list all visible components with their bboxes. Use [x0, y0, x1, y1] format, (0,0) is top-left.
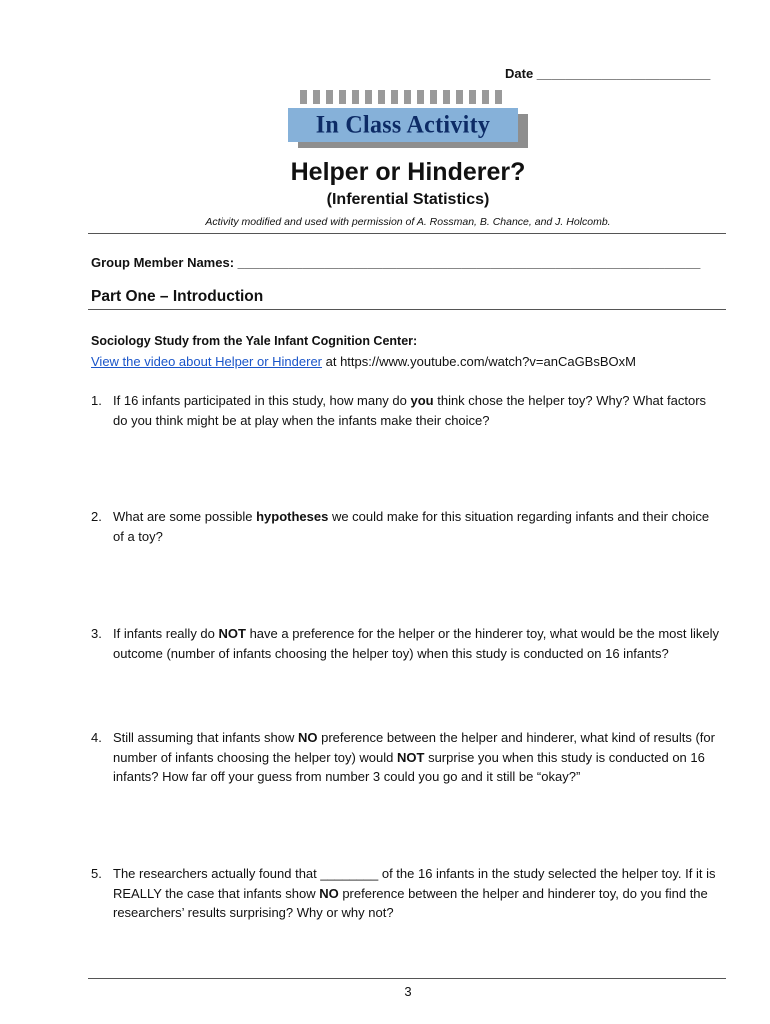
question-text	[113, 391, 721, 430]
text-run: The researchers actually found that ________ of the 16 infants in the study selected the helper toy. If it is REALLY the case that infants show	[113, 866, 716, 901]
banner-text: In Class Activity	[315, 110, 491, 139]
page-subtitle: (Inferential Statistics)	[326, 191, 490, 208]
question-text	[113, 624, 721, 663]
activity-banner	[288, 90, 528, 150]
question-number: 5.	[91, 866, 102, 881]
question-2	[91, 507, 721, 546]
question-3	[91, 624, 721, 663]
text-run: Still assuming that infants show	[113, 730, 298, 745]
video-line	[91, 354, 636, 369]
date-field: Date ________________________	[505, 66, 711, 81]
text-run: have a preference for the helper or the hinderer toy, what would be the most likely outcome (number of infants choosing the helper toy) when this study is conducted on 16 infants?	[113, 626, 720, 661]
question-1	[91, 391, 721, 430]
group-member-names: Group Member Names: ________________________________________________________________	[91, 255, 701, 270]
question-text	[113, 507, 721, 546]
text-run: we could make for this situation regarding infants and their choice of a toy?	[113, 509, 710, 544]
emphasis-text: NO	[297, 730, 318, 745]
question-number: 3.	[91, 626, 102, 641]
text-run: If 16 infants participated in this study, how many do	[113, 393, 411, 408]
divider-top	[88, 233, 726, 234]
question-text	[113, 864, 721, 923]
emphasis-text: NO	[319, 885, 339, 901]
question-number: 1.	[91, 393, 102, 408]
banner-box	[288, 108, 518, 142]
video-link[interactable]: View the video about Helper or Hinderer	[91, 354, 323, 369]
text-run: surprise you when this study is conducted on 16 infants? How far off your guess from number 3 could you go and it still be “okay?”	[113, 749, 705, 784]
video-url-text: at https://www.youtube.com/watch?v=anCaGBsBOxM	[322, 354, 636, 369]
text-run: preference between the helper and hinderer toy, do you find the researchers’ results surprising? Why or why not?	[113, 885, 708, 920]
emphasis-text: you	[410, 393, 434, 408]
divider-footer	[88, 978, 726, 979]
banner-tick-marks	[300, 90, 502, 104]
divider-part	[88, 309, 726, 310]
emphasis-text: hypotheses	[256, 509, 329, 524]
emphasis-text: NOT	[218, 626, 246, 641]
part-heading: Part One – Introduction	[91, 288, 264, 305]
question-text	[113, 728, 721, 787]
credit-line: Activity modified and used with permission of A. Rossman, B. Chance, and J. Holcomb.	[205, 216, 611, 228]
text-run: preference between the helper and hinderer, what kind of results (for number of infants choosing the helper toy) would	[113, 730, 715, 765]
text-run: What are some possible	[113, 509, 257, 524]
emphasis-text: NOT	[397, 749, 425, 765]
text-run: If infants really do	[113, 626, 219, 641]
question-number: 4.	[91, 730, 102, 745]
question-4	[91, 728, 721, 787]
study-heading: Sociology Study from the Yale Infant Cognition Center:	[91, 334, 418, 348]
question-5	[91, 864, 721, 923]
question-number: 2.	[91, 509, 102, 524]
page-title: Helper or Hinderer?	[290, 158, 526, 186]
text-run: think chose the helper toy? Why? What factors do you think might be at play when the infants make their choice?	[113, 393, 707, 428]
page-number: 3	[404, 984, 412, 999]
